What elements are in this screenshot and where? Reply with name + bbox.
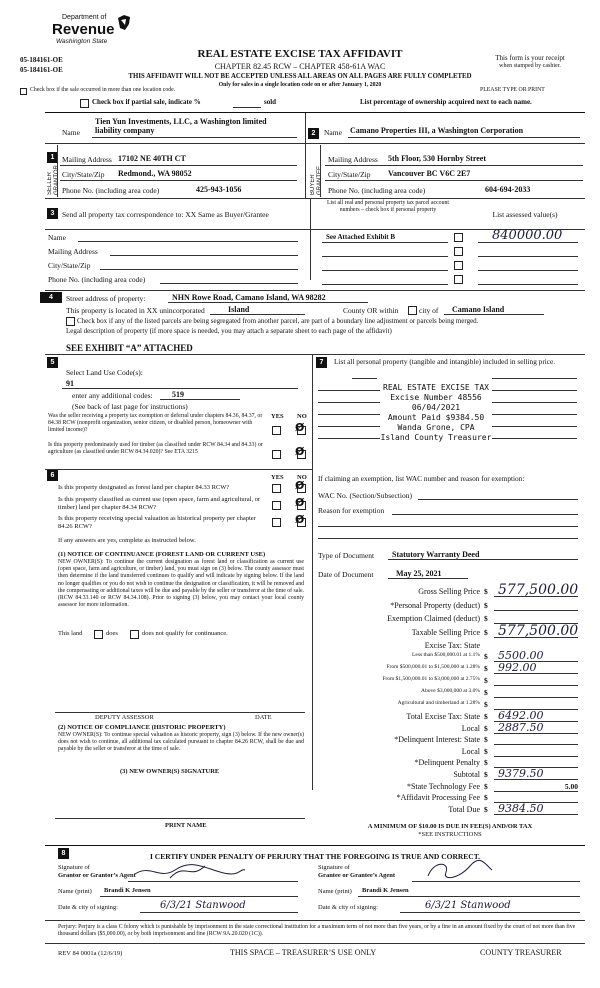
calc-label: *Delinquent Interest: State: [394, 735, 480, 744]
only-for: Only for sales in a single location code on or after January 1, 2020: [218, 82, 382, 88]
wa-logo-icon: [116, 14, 132, 34]
calc-dollar: $: [484, 712, 488, 721]
buyer-grantee-side: BUYER GRANTEE: [310, 165, 323, 195]
parcel-value: See Attached Exhibit B: [326, 233, 396, 241]
calc-dollar: $: [484, 688, 488, 697]
calc-dollar: $: [484, 770, 488, 779]
date-city-right-label: Date & city of signing:: [318, 904, 378, 911]
personal-property: List all personal property (tangible and intangible) included in selling price.: [334, 357, 556, 366]
buyer-phone-value: 604-694-2033: [485, 185, 531, 194]
calc-label: *Personal Property (deduct): [390, 601, 480, 610]
assessed-value: 840000.00: [492, 228, 563, 243]
name-print-left-label: Name (print): [58, 888, 92, 895]
calc-dollar: $: [484, 614, 488, 623]
sec6-q3: Is this property receiving special valuation as historical property per chapter 84.26 RCW?: [58, 515, 256, 530]
calc-value: 2887.50: [498, 721, 544, 734]
dept-line1: Department of: [62, 14, 107, 21]
additional-codes-value: 519: [172, 390, 184, 399]
calc-label: Gross Selling Price: [418, 587, 480, 596]
sig-grantor-1: Signature of: [58, 864, 90, 871]
partial-sale-checkbox[interactable]: [80, 99, 89, 108]
buyer-phone-label: Phone No. (including area code): [328, 186, 426, 195]
calc-line: [494, 697, 578, 698]
seller-city-value: Redmond., WA 98052: [118, 169, 192, 178]
sec6-q1: Is this property designated as forest land per chapter 84.33 RCW?: [58, 484, 230, 491]
form-title: REAL ESTATE EXCISE TAX AFFIDAVIT: [197, 48, 403, 60]
parcel-checkbox-2[interactable]: [454, 247, 463, 256]
form-subtitle: CHAPTER 82.45 RCW – CHAPTER 458-61A WAC: [214, 62, 386, 71]
calc-label: *Delinquent Penalty: [414, 758, 480, 767]
seller-name-line2: liability company: [95, 126, 155, 135]
stamp-line-6: Island County Treasurer: [380, 433, 492, 442]
does-label: does: [106, 630, 118, 637]
calc-value: 992.00: [498, 661, 537, 674]
dept-line2: Revenue: [52, 21, 115, 38]
dept-line3: Washington State: [56, 38, 108, 45]
sec6-yes: YES: [271, 474, 284, 481]
legal-text: Legal description of property (if more space is needed, you may attach a separate sheet to each page of the affidavit): [66, 327, 392, 335]
calc-value: 5500.00: [498, 649, 544, 662]
seller-mailing-value: 17102 NE 40TH CT: [118, 154, 186, 163]
calc-dollar: $: [484, 664, 488, 673]
assessed-header: List assessed value(s): [492, 210, 558, 219]
minimum-due: A MINIMUM OF $10.00 IS DUE IN FEE(S) AND/OR TAX: [367, 823, 533, 830]
section3-number: 3: [47, 208, 58, 219]
within-city-checkbox[interactable]: [408, 306, 417, 315]
sec6-q3-no-mark: Ø: [295, 513, 305, 526]
stamp-line-1: REAL ESTATE EXCISE TAX: [383, 383, 489, 392]
buyer-mailing-label: Mailing Address: [328, 155, 378, 164]
sec6-q1-yes[interactable]: [272, 484, 281, 493]
date-city-left-label: Date & city of signing:: [58, 904, 118, 911]
reason-label: Reason for exemption: [318, 506, 385, 515]
calc-value: 6492.00: [498, 709, 544, 722]
doc-id-1: 05-184161-OE: [20, 56, 63, 64]
city-of: city of: [419, 306, 439, 315]
sec6-q3-yes[interactable]: [272, 518, 281, 527]
sold-label: sold: [264, 98, 277, 106]
section6-number: 6: [47, 470, 58, 481]
stamp-line-2: Excise Number 48556: [390, 393, 482, 402]
section4-number: 4: [40, 292, 62, 303]
seller-phone-value: 425-943-1056: [196, 185, 242, 194]
calc-value: 9379.50: [498, 767, 544, 780]
sec6-if-yes: If any answers are yes, complete as instructed below.: [58, 537, 196, 544]
exemption-label: If claiming an exemption, list WAC number and reason for exemption:: [318, 474, 525, 483]
sec5-no: NO: [297, 413, 307, 420]
city-value: Camano Island: [452, 305, 505, 314]
grantor-signature: [130, 860, 250, 882]
buyer-city-label: City/State/Zip: [328, 170, 371, 179]
section1-number: 1: [47, 152, 58, 163]
name-print-right-label: Name (print): [318, 888, 352, 895]
calc-label: Local: [461, 724, 480, 733]
sec3-mailing-label: Mailing Address: [48, 247, 98, 256]
top-rule: [45, 112, 585, 113]
deputy-date: DATE: [255, 714, 272, 721]
sec6-q2-no-mark: Ø: [295, 496, 305, 509]
land-does-checkbox[interactable]: [94, 630, 103, 639]
sec5-q1: Was the seller receiving a property tax exemption or deferral under chapters 84.36, 84.37, or 84.38 RCW (nonprofit organization, senior citizen, or disabled person, homeowner with limited income)?: [48, 413, 263, 433]
perjury-text: Perjury: Perjury is a class C felony which is punishable by imprisonment in the state correctional institution for a maximum term of not more than five years, or by a fine in an amount fixed by the court of not more than five thousand dollars ($5,000.00), or by both imprisonment and fine (RCW 9A.20.020 (1C)).: [58, 924, 576, 938]
calc-value: 577,500.00: [498, 582, 579, 598]
doc-id-2: 05-184161-OE: [20, 66, 63, 74]
sec6-q1-no-mark: Ø: [295, 479, 305, 492]
please-type: PLEASE TYPE OR PRINT: [480, 87, 545, 93]
parcel-checkbox-3[interactable]: [454, 261, 463, 270]
calc-label: Subtotal: [453, 770, 480, 779]
sec3-name-label: Name: [48, 233, 66, 242]
parcel-header: List all real and personal property tax parcel account numbers – check box if personal property: [326, 200, 449, 213]
calc-dollar: $: [484, 628, 488, 637]
calc-line: [494, 756, 578, 757]
check-partial-label: Check box if partial sale, indicate %: [92, 98, 201, 106]
calc-label: From $500,000.01 to $1,500,000 at 1.28%: [386, 664, 480, 670]
wac-label: WAC No. (Section/Subsection): [318, 491, 412, 500]
buyer-city-value: Vancouver BC V6C 2E7: [388, 169, 471, 178]
buyer-mailing-value: 5th Floor, 530 Hornby Street: [388, 154, 486, 163]
see-back: (See back of last page for instructions): [72, 402, 188, 411]
send-correspondence: Send all property tax correspondence to: XX Same as Buyer/Grantee: [62, 210, 269, 219]
buyer-name-value: Camano Properties III, a Washington Corporation: [350, 126, 524, 135]
stamp-line-5: Wanda Grone, CPA: [397, 423, 475, 432]
calc-dollar: $: [484, 724, 488, 733]
name-print-right: Brandi K Jensen: [362, 887, 409, 894]
calc-line: [494, 791, 578, 792]
calc-dollar: $: [484, 676, 488, 685]
receipt-note-1: This form is your receipt: [495, 54, 565, 62]
calc-line: [494, 744, 578, 745]
calc-label: Total Due: [448, 805, 480, 814]
calc-label: Agricultural and timberland at 1.28%: [397, 700, 480, 706]
sec3-city-label: City/State/Zip: [48, 261, 91, 270]
section7-number: 7: [316, 357, 327, 368]
print-name: PRINT NAME: [165, 822, 207, 829]
date-city-right: 6/3/21 Stanwood: [425, 900, 511, 911]
multi-location-checkbox[interactable]: [20, 88, 27, 95]
calc-value: 5.00: [564, 782, 578, 791]
sec6-no: NO: [297, 474, 307, 481]
seller-city-label: City/State/Zip: [62, 170, 105, 179]
new-owner-sig: (3) NEW OWNER(S) SIGNATURE: [120, 768, 220, 775]
calc-label: Taxable Selling Price: [411, 628, 480, 637]
grantee-signature: [420, 858, 500, 882]
calc-dollar: $: [484, 747, 488, 756]
notice1-text: NEW OWNER(S): To continue the current designation as forest land or classification as current use (open space, farm and agriculture, or timber) land, you must sign on (3) below. The county assessor must then determine if the land transferred continues to qualify and will indicate by signing below. If the land no longer qualifies or you do not wish to continue the designation or classification, it will be removed and the compensating or additional taxes will be due and payable by the seller or transferor at the time of sale. (RCW 84.33.140 or RCW 84.34.108). Prior to signing (3) below, you may contact your local county assessor for more information.: [58, 559, 304, 609]
doc-date-label: Date of Document: [318, 570, 374, 579]
sec5-q1-yes[interactable]: [272, 426, 281, 435]
land-use-value: 91: [66, 379, 74, 388]
calc-line: [494, 685, 578, 686]
sig-grantor-2: Grantor or Grantor’s Agent: [58, 872, 136, 879]
parcel-checkbox-1[interactable]: [454, 233, 463, 242]
partial-pct-line: [233, 107, 261, 108]
calc-line: [494, 610, 578, 611]
calc-label: Above $3,000,000 at 3.0%: [421, 688, 480, 694]
this-land: This land: [58, 630, 83, 637]
sec6-q2: Is this property classified as current use (open space, farm and agricultural, or timber) land per chapter 84.34 RCW?: [58, 496, 261, 511]
exhibit-a: SEE EXHIBIT “A” ATTACHED: [66, 343, 193, 353]
located-label: This property is located in XX unincorporated: [66, 306, 205, 315]
sec5-yes: YES: [271, 413, 284, 420]
calc-label: Total Excise Tax: State: [406, 712, 480, 721]
doc-type-value: Statutory Warranty Deed: [392, 550, 480, 559]
notice2-text: NEW OWNER(S): To continue special valuation as historic property, sign (3) below. If the new owner(s) does not wish to continue, all additional tax calculated pursuant to chapter 84.26 RCW, shall be due and payable by the seller or transferor at the time of sale.: [58, 732, 304, 753]
segregated-text: Check box if any of the listed parcels are being segregated from another parcel, are part of a boundary line adjustment or parcels being merged.: [77, 317, 479, 325]
calc-label: Excise Tax: State: [424, 641, 480, 650]
receipt-note-2: when stamped by cashier.: [499, 63, 561, 69]
additional-codes-label: enter any additional codes:: [72, 391, 153, 400]
sec5-q2-no-mark: Ø: [295, 445, 305, 458]
notice2-title: (2) NOTICE OF COMPLIANCE (HISTORIC PROPERTY): [58, 724, 226, 731]
parcel-checkbox-4[interactable]: [454, 275, 463, 284]
stamp-line-4: Amount Paid $9384.50: [387, 413, 485, 422]
calc-dollar: $: [484, 700, 488, 709]
check-multi-label: Check box if the sale occurred in more than one location code.: [30, 87, 176, 93]
segregated-checkbox[interactable]: [66, 317, 75, 326]
street-value: NHN Rowe Road, Camano Island, WA 98282: [172, 293, 326, 302]
seller-phone-label: Phone No. (including area code): [62, 186, 160, 195]
sec5-q1-no-mark: Ø: [295, 421, 305, 434]
street-label: Street address of property:: [66, 294, 146, 303]
treasurer-stamp: [380, 383, 492, 443]
calc-label: *State Technology Fee: [406, 782, 480, 791]
notice1-title: (1) NOTICE OF CONTINUANCE (FOREST LAND OR CURRENT USE): [58, 551, 266, 558]
buyer-name-label: Name: [324, 128, 342, 137]
calc-value: 577,500.00: [498, 623, 579, 639]
seller-grantor-side: SELLER GRANTOR: [47, 165, 60, 195]
sig-grantee-2: Grantee or Grantee’s Agent: [318, 872, 396, 879]
doc-date-value: May 25, 2021: [396, 569, 442, 578]
calc-dollar: $: [484, 601, 488, 610]
county-or: County OR within: [343, 306, 399, 315]
calc-dollar: $: [484, 652, 488, 661]
form-warning: THIS AFFIDAVIT WILL NOT BE ACCEPTED UNLESS ALL AREAS ON ALL PAGES ARE FULLY COMPLETED: [128, 73, 472, 80]
section8-number: 8: [58, 848, 69, 859]
calc-label: Local: [461, 747, 480, 756]
calc-label: Less than $500,000.01 at 1.1%: [412, 652, 480, 658]
seller-name-line1: Tien Yun Investments, LLC, a Washington limited: [95, 117, 267, 126]
sec3-phone-label: Phone No. (including area code): [48, 275, 146, 284]
calc-label: From $1,500,000.01 to $3,000,000 at 2.75%: [382, 676, 480, 682]
deputy-assessor: DEPUTY ASSESSOR: [95, 714, 154, 721]
calc-dollar: $: [484, 805, 488, 814]
doc-type-label: Type of Document: [318, 551, 375, 560]
sec5-q2-yes[interactable]: [272, 450, 281, 459]
treasurer-space: THIS SPACE – TREASURER’S USE ONLY: [230, 948, 377, 957]
calc-label: Exemption Claimed (deduct): [387, 614, 480, 623]
calc-value: 9384.50: [498, 802, 544, 815]
section2-number: 2: [308, 128, 319, 139]
does-not-label: does not qualify for continuance.: [142, 630, 228, 637]
calc-dollar: $: [484, 758, 488, 767]
calc-dollar: $: [484, 587, 488, 596]
land-use-label: Select Land Use Code(s):: [66, 368, 143, 377]
calc-dollar: $: [484, 793, 488, 802]
calc-dollar: $: [484, 782, 488, 791]
rev-number: REV 84 0001a (12/6/19): [58, 950, 123, 957]
section5-number: 5: [47, 357, 58, 368]
sec5-q2: Is this property predominately used for timber (as classified under RCW 84.34 and 84.33) or agriculture (as classified under RCW 84.34.020)? See ETA 3215: [48, 442, 263, 455]
calc-dollar: $: [484, 735, 488, 744]
dor-logo: [52, 14, 132, 46]
see-instructions: *SEE INSTRUCTIONS: [418, 831, 482, 838]
seller-name-label: Name: [62, 128, 80, 137]
land-does-not-checkbox[interactable]: [130, 630, 139, 639]
seller-mailing-label: Mailing Address: [62, 155, 112, 164]
calc-label: *Affidavit Processing Fee: [396, 793, 480, 802]
date-city-left: 6/3/21 Stanwood: [160, 900, 246, 911]
located-county: Island: [228, 305, 250, 314]
stamp-line-3: 06/04/2021: [411, 403, 461, 412]
list-pct: List percentage of ownership acquired next to each name.: [360, 98, 532, 106]
county-treasurer: COUNTY TREASURER: [480, 948, 562, 957]
name-print-left: Brandi K Jensen: [104, 887, 151, 894]
sig-grantee-1: Signature of: [318, 864, 350, 871]
sec6-q2-yes[interactable]: [272, 501, 281, 510]
certify: I CERTIFY UNDER PENALTY OF PERJURY THAT THE FOREGOING IS TRUE AND CORRECT.: [150, 852, 481, 861]
